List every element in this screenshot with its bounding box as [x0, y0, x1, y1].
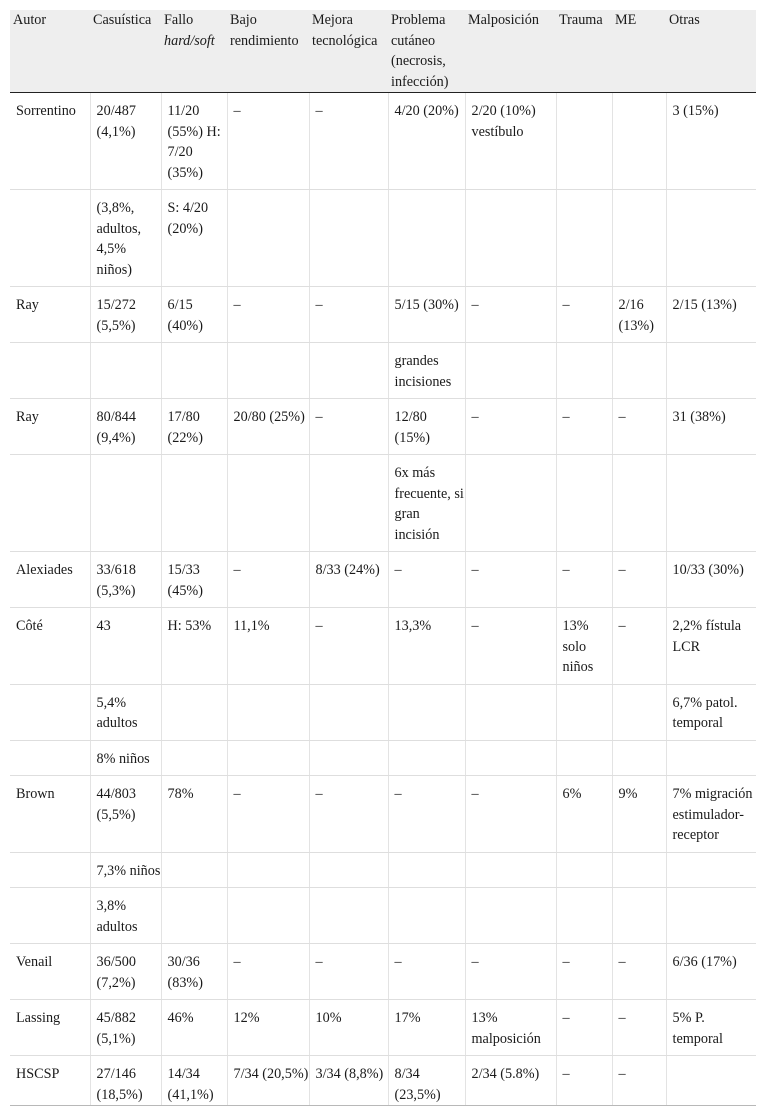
cell-fallo: 14/34 (41,1%) [161, 1056, 227, 1106]
cell-bajo-rendimiento [227, 740, 309, 776]
cell-fallo [161, 343, 227, 399]
cell-problema-cutaneo [388, 684, 465, 740]
cell-otras [666, 740, 756, 776]
cell-me: – [612, 1000, 666, 1056]
table-row [10, 399, 756, 455]
cell-malposicion: 13% malposición [465, 1000, 556, 1056]
cell-mejora-tecnologica: 10% [309, 1000, 388, 1056]
cell-bajo-rendimiento: 20/80 (25%) [227, 399, 309, 455]
cell-fallo: 30/36 (83%) [161, 944, 227, 1000]
table-row [10, 740, 756, 776]
cell-malposicion [465, 684, 556, 740]
table-row [10, 93, 756, 190]
cell-bajo-rendimiento: 12% [227, 1000, 309, 1056]
cell-fallo: 78% [161, 776, 227, 853]
cell-mejora-tecnologica: 8/33 (24%) [309, 552, 388, 608]
cell-casuistica: 27/146 (18,5%) [90, 1056, 161, 1106]
cell-me [612, 93, 666, 190]
cell-trauma: 6% [556, 776, 612, 853]
cell-bajo-rendimiento [227, 455, 309, 552]
cell-autor: Alexiades [10, 552, 90, 608]
cell-malposicion [465, 852, 556, 888]
cell-malposicion [465, 190, 556, 287]
cell-casuistica: 5,4% adultos [90, 684, 161, 740]
cell-otras [666, 888, 756, 944]
cell-autor: Sorrentino [10, 93, 90, 190]
cell-otras: 7% migración estimulador-receptor [666, 776, 756, 853]
cell-casuistica: 36/500 (7,2%) [90, 944, 161, 1000]
cell-bajo-rendimiento [227, 888, 309, 944]
cell-problema-cutaneo: grandes incisiones [388, 343, 465, 399]
cell-bajo-rendimiento: – [227, 287, 309, 343]
cell-me [612, 190, 666, 287]
table-row [10, 684, 756, 740]
cell-mejora-tecnologica: – [309, 608, 388, 685]
cell-malposicion: 2/34 (5.8%) [465, 1056, 556, 1106]
cell-problema-cutaneo: 8/34 (23,5%) [388, 1056, 465, 1106]
cell-casuistica: 80/844 (9,4%) [90, 399, 161, 455]
cell-trauma: – [556, 287, 612, 343]
cell-me [612, 684, 666, 740]
cell-trauma [556, 684, 612, 740]
cell-otras: 6,7% patol. temporal [666, 684, 756, 740]
cell-problema-cutaneo [388, 888, 465, 944]
cell-bajo-rendimiento: – [227, 93, 309, 190]
cell-otras: 31 (38%) [666, 399, 756, 455]
cell-me: – [612, 608, 666, 685]
table-row [10, 1000, 756, 1056]
cell-autor: Ray [10, 399, 90, 455]
table-body [10, 93, 756, 1106]
cell-mejora-tecnologica [309, 190, 388, 287]
cell-casuistica: 8% niños [90, 740, 161, 776]
cell-otras [666, 343, 756, 399]
cell-otras: 2,2% fístula LCR [666, 608, 756, 685]
cell-autor [10, 455, 90, 552]
cell-autor: Brown [10, 776, 90, 853]
cell-autor: Côté [10, 608, 90, 685]
cell-bajo-rendimiento [227, 852, 309, 888]
cell-mejora-tecnologica: – [309, 944, 388, 1000]
cell-fallo: 46% [161, 1000, 227, 1056]
cell-trauma [556, 852, 612, 888]
header-fallo: Fallo hard/soft [161, 10, 227, 93]
cell-casuistica [90, 343, 161, 399]
cell-trauma [556, 93, 612, 190]
cell-mejora-tecnologica [309, 455, 388, 552]
cell-trauma: 13% solo niños [556, 608, 612, 685]
header-autor: Autor [10, 10, 90, 93]
table-row [10, 287, 756, 343]
cell-otras: 2/15 (13%) [666, 287, 756, 343]
table-row [10, 455, 756, 552]
cell-me [612, 455, 666, 552]
cell-fallo [161, 684, 227, 740]
cell-trauma [556, 343, 612, 399]
table-row [10, 552, 756, 608]
cell-otras [666, 1056, 756, 1106]
cell-casuistica: 15/272 (5,5%) [90, 287, 161, 343]
cell-bajo-rendimiento [227, 190, 309, 287]
cell-bajo-rendimiento: – [227, 944, 309, 1000]
cell-me: – [612, 552, 666, 608]
cell-casuistica: 44/803 (5,5%) [90, 776, 161, 853]
cell-trauma [556, 455, 612, 552]
cell-me: – [612, 944, 666, 1000]
table-header [10, 10, 756, 93]
cell-bajo-rendimiento: 7/34 (20,5%) [227, 1056, 309, 1106]
cell-autor [10, 852, 90, 888]
cell-me [612, 740, 666, 776]
cell-otras: 3 (15%) [666, 93, 756, 190]
header-casuistica: Casuística [90, 10, 161, 93]
cell-bajo-rendimiento: – [227, 776, 309, 853]
cell-bajo-rendimiento: – [227, 552, 309, 608]
cell-autor [10, 684, 90, 740]
header-malposicion: Malposición [465, 10, 556, 93]
cell-otras [666, 190, 756, 287]
cell-mejora-tecnologica: – [309, 93, 388, 190]
cell-problema-cutaneo [388, 852, 465, 888]
cell-me [612, 343, 666, 399]
complications-table [10, 10, 756, 1106]
cell-malposicion [465, 888, 556, 944]
cell-me [612, 852, 666, 888]
cell-mejora-tecnologica: – [309, 776, 388, 853]
cell-casuistica: 43 [90, 608, 161, 685]
cell-me: – [612, 1056, 666, 1106]
cell-me: – [612, 399, 666, 455]
cell-autor [10, 343, 90, 399]
cell-casuistica: 33/618 (5,3%) [90, 552, 161, 608]
cell-autor: Ray [10, 287, 90, 343]
cell-otras: 5% P. temporal [666, 1000, 756, 1056]
cell-problema-cutaneo: 17% [388, 1000, 465, 1056]
cell-malposicion [465, 455, 556, 552]
cell-problema-cutaneo: 5/15 (30%) [388, 287, 465, 343]
cell-trauma: – [556, 1056, 612, 1106]
cell-fallo [161, 455, 227, 552]
cell-autor: Venail [10, 944, 90, 1000]
cell-otras [666, 455, 756, 552]
cell-fallo: H: 53% [161, 608, 227, 685]
header-problema-cutaneo: Problema cutáneo (necrosis, infección) [388, 10, 465, 93]
cell-problema-cutaneo: – [388, 776, 465, 853]
cell-bajo-rendimiento [227, 684, 309, 740]
cell-malposicion [465, 343, 556, 399]
cell-malposicion [465, 740, 556, 776]
cell-casuistica: 3,8% adultos [90, 888, 161, 944]
cell-autor [10, 888, 90, 944]
cell-fallo [161, 852, 227, 888]
cell-trauma: – [556, 552, 612, 608]
cell-mejora-tecnologica: – [309, 399, 388, 455]
cell-problema-cutaneo: 13,3% [388, 608, 465, 685]
table-row [10, 608, 756, 685]
header-mejora-tecnologica: Mejora tecnológica [309, 10, 388, 93]
cell-trauma [556, 740, 612, 776]
table-row [10, 190, 756, 287]
cell-problema-cutaneo [388, 740, 465, 776]
header-fallo-subtitle: hard/soft [164, 32, 215, 49]
cell-malposicion: – [465, 287, 556, 343]
table-row [10, 343, 756, 399]
cell-problema-cutaneo: – [388, 944, 465, 1000]
cell-fallo: 17/80 (22%) [161, 399, 227, 455]
cell-fallo: 6/15 (40%) [161, 287, 227, 343]
cell-bajo-rendimiento [227, 343, 309, 399]
cell-fallo: S: 4/20 (20%) [161, 190, 227, 287]
cell-fallo: 15/33 (45%) [161, 552, 227, 608]
cell-mejora-tecnologica [309, 888, 388, 944]
cell-problema-cutaneo: – [388, 552, 465, 608]
cell-casuistica: 7,3% niños [90, 852, 161, 888]
cell-casuistica: 20/487 (4,1%) [90, 93, 161, 190]
cell-problema-cutaneo [388, 190, 465, 287]
cell-trauma [556, 888, 612, 944]
header-me: ME [612, 10, 666, 93]
cell-malposicion: – [465, 552, 556, 608]
cell-fallo [161, 740, 227, 776]
cell-me: 9% [612, 776, 666, 853]
cell-mejora-tecnologica: 3/34 (8,8%) [309, 1056, 388, 1106]
cell-malposicion: 2/20 (10%) vestíbulo [465, 93, 556, 190]
cell-problema-cutaneo: 4/20 (20%) [388, 93, 465, 190]
table-row [10, 1056, 756, 1106]
cell-trauma [556, 190, 612, 287]
cell-autor: Lassing [10, 1000, 90, 1056]
header-bajo-rendimiento: Bajo rendimiento [227, 10, 309, 93]
cell-trauma: – [556, 399, 612, 455]
cell-problema-cutaneo: 12/80 (15%) [388, 399, 465, 455]
cell-malposicion: – [465, 944, 556, 1000]
cell-me: 2/16 (13%) [612, 287, 666, 343]
cell-otras: 10/33 (30%) [666, 552, 756, 608]
cell-casuistica: (3,8%, adultos, 4,5% niños) [90, 190, 161, 287]
cell-autor: HSCSP [10, 1056, 90, 1106]
cell-fallo: 11/20 (55%) H: 7/20 (35%) [161, 93, 227, 190]
table-row [10, 944, 756, 1000]
header-row [10, 10, 756, 93]
cell-malposicion: – [465, 608, 556, 685]
cell-malposicion: – [465, 776, 556, 853]
cell-mejora-tecnologica [309, 684, 388, 740]
cell-malposicion: – [465, 399, 556, 455]
cell-casuistica [90, 455, 161, 552]
cell-autor [10, 190, 90, 287]
cell-bajo-rendimiento: 11,1% [227, 608, 309, 685]
cell-autor [10, 740, 90, 776]
cell-mejora-tecnologica [309, 740, 388, 776]
header-otras: Otras [666, 10, 756, 93]
table-row [10, 776, 756, 853]
cell-mejora-tecnologica [309, 852, 388, 888]
cell-otras: 6/36 (17%) [666, 944, 756, 1000]
cell-mejora-tecnologica: – [309, 287, 388, 343]
cell-trauma: – [556, 944, 612, 1000]
cell-mejora-tecnologica [309, 343, 388, 399]
table-row [10, 852, 756, 888]
header-trauma: Trauma [556, 10, 612, 93]
cell-trauma: – [556, 1000, 612, 1056]
cell-otras [666, 852, 756, 888]
cell-problema-cutaneo: 6x más frecuente, si gran incisión [388, 455, 465, 552]
cell-me [612, 888, 666, 944]
cell-fallo [161, 888, 227, 944]
cell-casuistica: 45/882 (5,1%) [90, 1000, 161, 1056]
table-row [10, 888, 756, 944]
